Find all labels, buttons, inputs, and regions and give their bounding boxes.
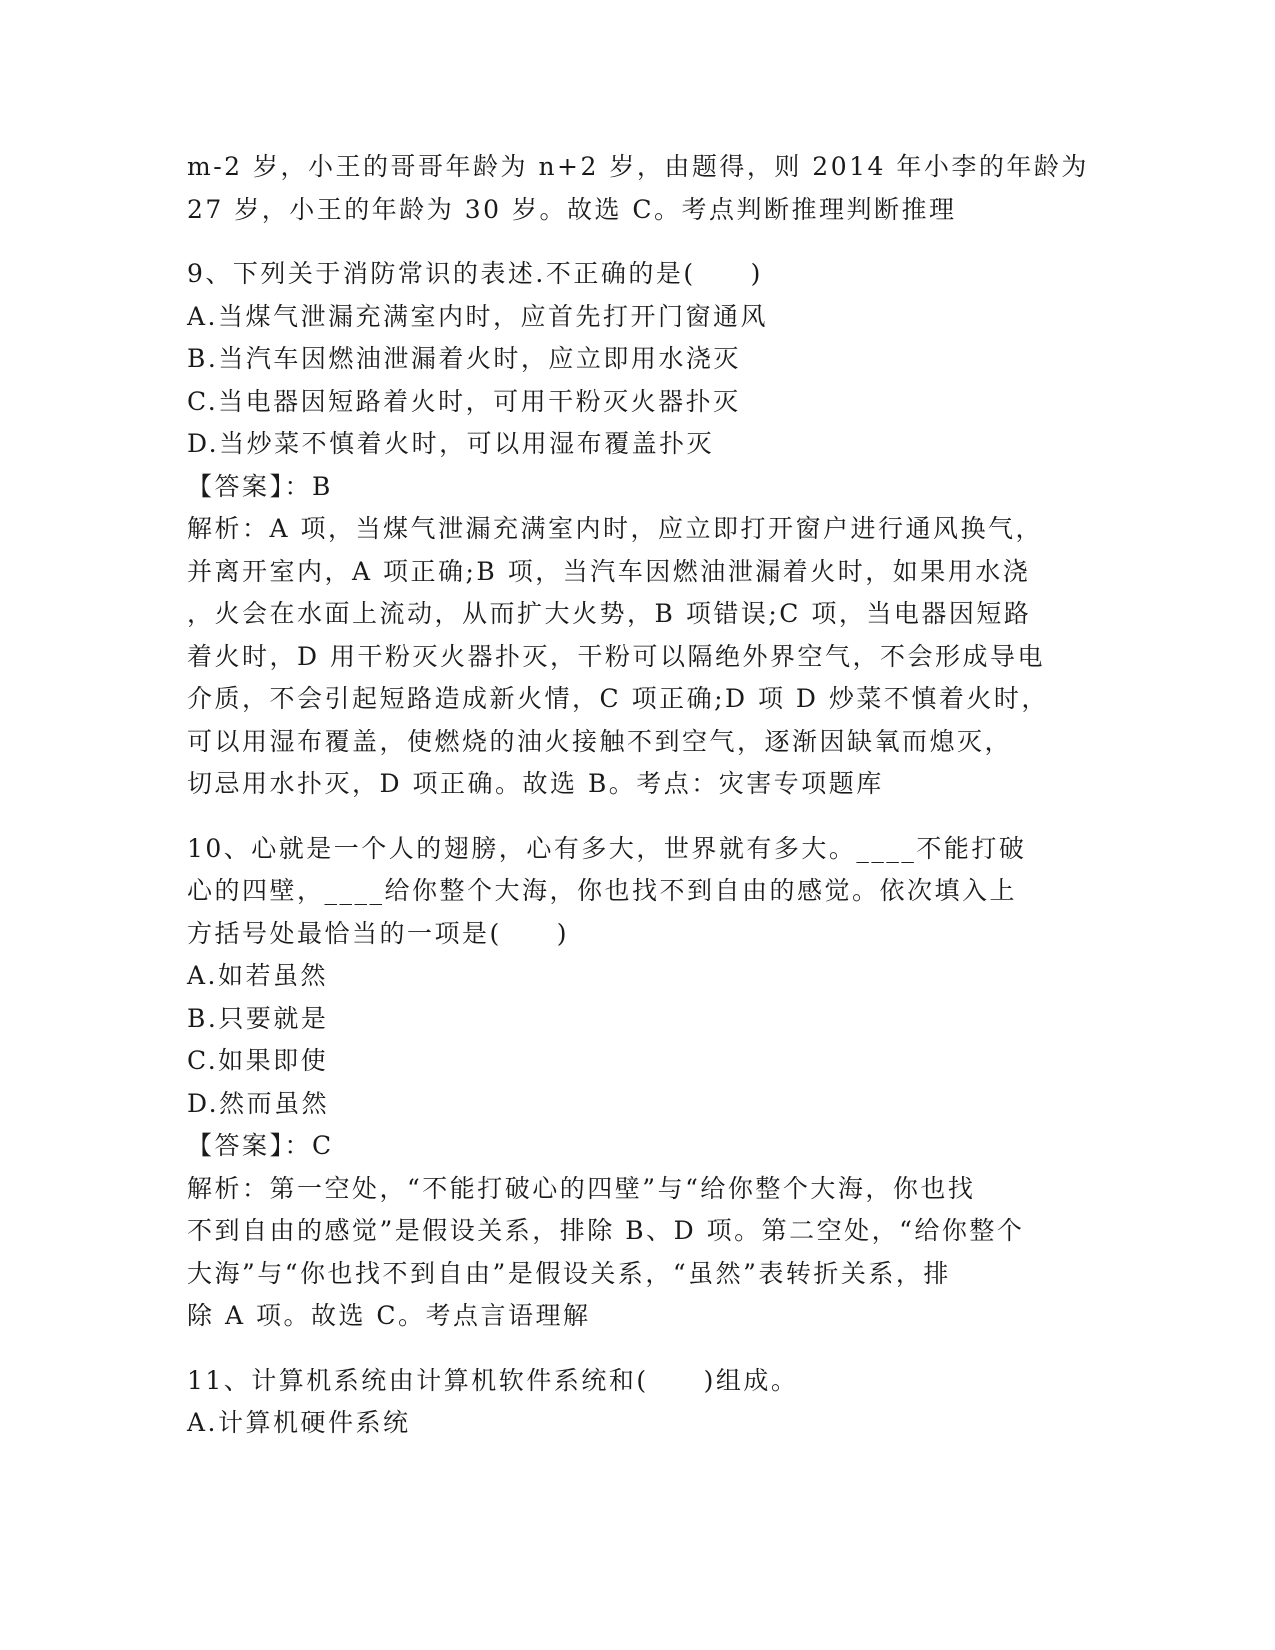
- intro-block: [187, 146, 1087, 231]
- analysis-line: 除 A 项。故选 C。考点言语理解: [187, 1301, 591, 1330]
- analysis-line: ，火会在水面上流动，从而扩大火势，B 项错误;C 项，当电器因短路: [187, 599, 1032, 628]
- question-text: 10、心就是一个人的翅膀，心有多大，世界就有多大。____不能打破: [187, 833, 1027, 863]
- intro-line: 27 岁，小王的年龄为 30 岁。故选 C。考点判断推理判断推理: [187, 194, 957, 224]
- analysis-line: 解析：第一空处，“不能打破心的四壁”与“给你整个大海，你也找: [187, 1173, 976, 1203]
- analysis-line: 可以用湿布覆盖，使燃烧的油火接触不到空气，逐渐因缺氧而熄灭，: [187, 726, 1013, 756]
- answer: 【答案】：B: [187, 471, 333, 501]
- analysis-line: 大海”与“你也找不到自由”是假设关系，“虽然”表转折关系，排: [187, 1258, 951, 1288]
- option-b: B.当汽车因燃油泄漏着火时，应立即用水浇灭: [187, 344, 741, 373]
- question-text: 方括号处最恰当的一项是( ): [187, 918, 570, 948]
- option-a: A.当煤气泄漏充满室内时，应首先打开门窗通风: [187, 301, 769, 331]
- question-11: [187, 1360, 1087, 1445]
- option-a: A.计算机硬件系统: [187, 1408, 411, 1437]
- analysis-line: 不到自由的感觉”是假设关系，排除 B、D 项。第二空处，“给你整个: [187, 1216, 1025, 1245]
- option-d: D.然而虽然: [187, 1088, 330, 1118]
- analysis-line: 着火时，D 用干粉灭火器扑灭，干粉可以隔绝外界空气，不会形成导电: [187, 641, 1045, 671]
- option-c: C.当电器因短路着火时，可用干粉灭火器扑灭: [187, 386, 741, 416]
- analysis-line: 解析：A 项，当煤气泄漏充满室内时，应立即打开窗户进行通风换气，: [187, 514, 1044, 543]
- question-text: 11、计算机系统由计算机软件系统和( )组成。: [187, 1365, 799, 1395]
- question-9: [187, 253, 1087, 806]
- answer: 【答案】：C: [187, 1131, 334, 1160]
- option-b: B.只要就是: [187, 1003, 329, 1033]
- question-text: 9、下列关于消防常识的表述.不正确的是( ): [187, 259, 763, 288]
- analysis-line: 切忌用水扑灭，D 项正确。故选 B。考点：灾害专项题库: [187, 769, 884, 798]
- option-a: A.如若虽然: [187, 961, 329, 990]
- option-c: C.如果即使: [187, 1046, 329, 1075]
- intro-line: m-2 岁，小王的哥哥年龄为 n+2 岁，由题得，则 2014 年小李的年龄为: [187, 152, 1089, 181]
- document-content: [187, 146, 1087, 1445]
- analysis-line: 介质，不会引起短路造成新火情，C 项正确;D 项 D 炒菜不慎着火时，: [187, 684, 1049, 713]
- option-d: D.当炒菜不慎着火时，可以用湿布覆盖扑灭: [187, 429, 715, 458]
- analysis-line: 并离开室内，A 项正确;B 项，当汽车因燃油泄漏着火时，如果用水浇: [187, 556, 1031, 586]
- question-text: 心的四壁，____给你整个大海，你也找不到自由的感觉。依次填入上: [187, 876, 1018, 905]
- question-10: [187, 828, 1087, 1338]
